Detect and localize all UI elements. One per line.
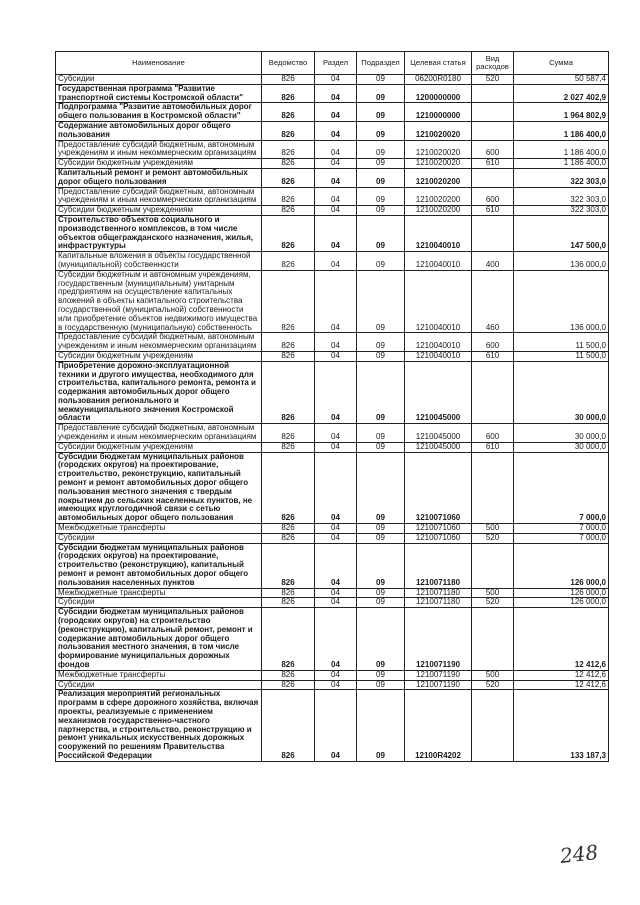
row-subsection: 09 xyxy=(357,351,405,361)
table-row xyxy=(56,140,609,159)
row-exp-type xyxy=(472,543,514,588)
table-row xyxy=(56,670,609,680)
table-row xyxy=(56,215,609,251)
row-exp-type xyxy=(472,215,514,251)
table-row xyxy=(56,121,609,140)
row-name: Межбюджетные трансферты xyxy=(56,670,262,680)
row-exp-type xyxy=(472,361,514,424)
table-row xyxy=(56,442,609,452)
table-row xyxy=(56,75,609,85)
row-section: 04 xyxy=(315,670,357,680)
row-exp-type: 400 xyxy=(472,252,514,271)
row-section: 04 xyxy=(315,103,357,122)
row-name: Предоставление субсидий бюджетным, автономным учреждениям и иным некоммерческим организациям xyxy=(56,140,262,159)
row-name: Капитальный ремонт и ремонт автомобильных дорог общего пользования xyxy=(56,168,262,187)
row-subsection: 09 xyxy=(357,452,405,523)
row-exp-type: 610 xyxy=(472,351,514,361)
row-section: 04 xyxy=(315,270,357,333)
table-row xyxy=(56,351,609,361)
table-row xyxy=(56,159,609,169)
row-subsection: 09 xyxy=(357,608,405,671)
row-target: 1210020200 xyxy=(405,187,472,206)
row-exp-type xyxy=(472,103,514,122)
row-name: Субсидии бюджетным учреждениям xyxy=(56,442,262,452)
row-name: Субсидии бюджетам муниципальных районов (городских округов) на проектирование, строительство (реконструкцию), капитальный ремонт и ремонт автомобильных дорог общего пользования населенных пунктов xyxy=(56,543,262,588)
row-sum: 136 000,0 xyxy=(514,270,609,333)
row-target: 06200R0180 xyxy=(405,75,472,85)
row-target: 1210020020 xyxy=(405,159,472,169)
row-exp-type: 500 xyxy=(472,588,514,598)
row-sum: 322 303,0 xyxy=(514,206,609,216)
row-section: 04 xyxy=(315,524,357,534)
row-section: 04 xyxy=(315,252,357,271)
row-dept: 826 xyxy=(262,588,315,598)
row-exp-type: 500 xyxy=(472,670,514,680)
row-exp-type xyxy=(472,690,514,761)
row-target: 1210040010 xyxy=(405,215,472,251)
header-target: Целевая статья xyxy=(405,52,472,75)
row-target: 1210071190 xyxy=(405,608,472,671)
row-exp-type: 460 xyxy=(472,270,514,333)
row-name: Субсидии бюджетным и автономным учреждениям, государственным (муниципальным) унитарным предприятиям на осуществление капитальных вложений в объекты капитального строительства государственной (муниципальной) собственности или приобретение объектов недвижимого имущества в государственную (муниципальную) собственность xyxy=(56,270,262,333)
table-row xyxy=(56,543,609,588)
row-target: 1210071180 xyxy=(405,543,472,588)
table-row xyxy=(56,424,609,443)
row-subsection: 09 xyxy=(357,168,405,187)
row-sum: 30 000,0 xyxy=(514,424,609,443)
row-target: 1200000000 xyxy=(405,84,472,103)
row-sum: 126 000,0 xyxy=(514,588,609,598)
row-subsection: 09 xyxy=(357,187,405,206)
row-exp-type: 600 xyxy=(472,187,514,206)
row-subsection: 09 xyxy=(357,680,405,690)
table-row xyxy=(56,690,609,761)
row-dept: 826 xyxy=(262,252,315,271)
row-section: 04 xyxy=(315,75,357,85)
row-section: 04 xyxy=(315,452,357,523)
row-subsection: 09 xyxy=(357,159,405,169)
row-section: 04 xyxy=(315,351,357,361)
row-target: 1210045000 xyxy=(405,361,472,424)
row-target: 1210040010 xyxy=(405,333,472,352)
table-row xyxy=(56,270,609,333)
row-section: 04 xyxy=(315,608,357,671)
row-dept: 826 xyxy=(262,75,315,85)
row-target: 1210045000 xyxy=(405,424,472,443)
row-sum: 136 000,0 xyxy=(514,252,609,271)
row-dept: 826 xyxy=(262,598,315,608)
row-sum: 12 412,6 xyxy=(514,670,609,680)
row-name: Предоставление субсидий бюджетным, автономным учреждениям и иным некоммерческим организациям xyxy=(56,333,262,352)
row-target: 1210071060 xyxy=(405,533,472,543)
row-dept: 826 xyxy=(262,608,315,671)
row-exp-type: 520 xyxy=(472,533,514,543)
row-name: Строительство объектов социального и производственного комплексов, в том числе объектов общегражданского назначения, жилья, инфраструктуры xyxy=(56,215,262,251)
row-section: 04 xyxy=(315,140,357,159)
row-subsection: 09 xyxy=(357,598,405,608)
row-exp-type: 520 xyxy=(472,598,514,608)
row-name: Капитальные вложения в объекты государственной (муниципальной) собственности xyxy=(56,252,262,271)
row-sum: 11 500,0 xyxy=(514,351,609,361)
row-dept: 826 xyxy=(262,361,315,424)
row-subsection: 09 xyxy=(357,252,405,271)
row-dept: 826 xyxy=(262,103,315,122)
table-row xyxy=(56,533,609,543)
row-exp-type xyxy=(472,452,514,523)
row-subsection: 09 xyxy=(357,533,405,543)
row-dept: 826 xyxy=(262,533,315,543)
row-name: Межбюджетные трансферты xyxy=(56,588,262,598)
row-name: Подпрограмма "Развитие автомобильных дорог общего пользования в Костромской области" xyxy=(56,103,262,122)
row-section: 04 xyxy=(315,168,357,187)
table-row xyxy=(56,84,609,103)
row-dept: 826 xyxy=(262,452,315,523)
row-sum: 11 500,0 xyxy=(514,333,609,352)
row-target: 1210040010 xyxy=(405,270,472,333)
row-sum: 322 303,0 xyxy=(514,168,609,187)
table-row xyxy=(56,608,609,671)
row-sum: 147 500,0 xyxy=(514,215,609,251)
row-exp-type: 500 xyxy=(472,524,514,534)
row-name: Субсидии xyxy=(56,533,262,543)
table-header-row xyxy=(56,52,609,75)
row-subsection: 09 xyxy=(357,333,405,352)
row-dept: 826 xyxy=(262,351,315,361)
row-target: 1210000000 xyxy=(405,103,472,122)
table-row xyxy=(56,168,609,187)
row-name: Приобретение дорожно-эксплуатационной техники и другого имущества, необходимого для строительства, капитального ремонта, ремонта и содержания автомобильных дорог общего пользования регионального и межмуниципального значения Костромской области xyxy=(56,361,262,424)
row-sum: 1 186 400,0 xyxy=(514,140,609,159)
row-target: 1210040010 xyxy=(405,351,472,361)
row-name: Предоставление субсидий бюджетным, автономным учреждениям и иным некоммерческим организациям xyxy=(56,424,262,443)
row-section: 04 xyxy=(315,121,357,140)
row-subsection: 09 xyxy=(357,215,405,251)
row-sum: 7 000,0 xyxy=(514,452,609,523)
row-exp-type xyxy=(472,121,514,140)
row-section: 04 xyxy=(315,690,357,761)
row-sum: 126 000,0 xyxy=(514,598,609,608)
row-exp-type xyxy=(472,168,514,187)
row-dept: 826 xyxy=(262,215,315,251)
row-sum: 133 187,3 xyxy=(514,690,609,761)
row-section: 04 xyxy=(315,598,357,608)
row-subsection: 09 xyxy=(357,121,405,140)
row-name: Субсидии бюджетным учреждениям xyxy=(56,351,262,361)
row-sum: 7 000,0 xyxy=(514,524,609,534)
row-dept: 826 xyxy=(262,690,315,761)
table-row xyxy=(56,187,609,206)
row-sum: 7 000,0 xyxy=(514,533,609,543)
row-dept: 826 xyxy=(262,442,315,452)
row-exp-type: 520 xyxy=(472,680,514,690)
header-exp-type: Вид расходов xyxy=(472,52,514,75)
row-exp-type: 600 xyxy=(472,333,514,352)
row-section: 04 xyxy=(315,442,357,452)
row-name: Реализация мероприятий региональных программ в сфере дорожного хозяйства, включая проекты, реализуемые с применением механизмов государственно-частного партнерства, и строительство, реконструкцию и ремонт уникальных искусственных дорожных сооружений по решениям Правительства Российской Федерации xyxy=(56,690,262,761)
row-target: 1210020020 xyxy=(405,140,472,159)
row-section: 04 xyxy=(315,588,357,598)
table-row xyxy=(56,252,609,271)
row-dept: 826 xyxy=(262,187,315,206)
row-sum: 12 412,6 xyxy=(514,680,609,690)
row-dept: 826 xyxy=(262,84,315,103)
row-subsection: 09 xyxy=(357,140,405,159)
row-subsection: 09 xyxy=(357,206,405,216)
row-dept: 826 xyxy=(262,543,315,588)
row-sum: 2 027 402,9 xyxy=(514,84,609,103)
header-subsection: Подраздел xyxy=(357,52,405,75)
row-name: Межбюджетные трансферты xyxy=(56,524,262,534)
row-section: 04 xyxy=(315,533,357,543)
row-section: 04 xyxy=(315,333,357,352)
row-target: 1210071190 xyxy=(405,670,472,680)
header-dept: Ведомство xyxy=(262,52,315,75)
table-body xyxy=(56,75,609,762)
table-row xyxy=(56,361,609,424)
row-sum: 1 964 802,9 xyxy=(514,103,609,122)
row-section: 04 xyxy=(315,159,357,169)
table-row xyxy=(56,333,609,352)
row-section: 04 xyxy=(315,84,357,103)
row-dept: 826 xyxy=(262,670,315,680)
row-name: Субсидии бюджетам муниципальных районов (городских округов) на строительство (реконструкцию), капитальный ремонт, ремонт и содержание автомобильных дорог общего пользования местного значения, в том числе формирование муниципальных дорожных фондов xyxy=(56,608,262,671)
row-name: Субсидии бюджетам муниципальных районов (городских округов) на проектирование, строительство, реконструкцию, капитальный ремонт и ремонт автомобильных дорог общего пользования местного значения с твердым покрытием до сельских населенных пунктов, не имеющих круглогодичной связи с сетью автомобильных дорог общего пользования xyxy=(56,452,262,523)
row-sum: 1 186 400,0 xyxy=(514,121,609,140)
row-sum: 12 412,6 xyxy=(514,608,609,671)
row-subsection: 09 xyxy=(357,670,405,680)
row-dept: 826 xyxy=(262,168,315,187)
row-target: 1210020020 xyxy=(405,121,472,140)
row-sum: 322 303,0 xyxy=(514,187,609,206)
row-sum: 1 186 400,0 xyxy=(514,159,609,169)
row-subsection: 09 xyxy=(357,690,405,761)
row-subsection: 09 xyxy=(357,424,405,443)
row-target: 1210020200 xyxy=(405,168,472,187)
row-target: 1210040010 xyxy=(405,252,472,271)
row-sum: 30 000,0 xyxy=(514,361,609,424)
row-dept: 826 xyxy=(262,333,315,352)
row-dept: 826 xyxy=(262,121,315,140)
row-target: 1210020200 xyxy=(405,206,472,216)
row-dept: 826 xyxy=(262,524,315,534)
row-sum: 126 000,0 xyxy=(514,543,609,588)
row-dept: 826 xyxy=(262,206,315,216)
row-name: Субсидии бюджетным учреждениям xyxy=(56,206,262,216)
row-subsection: 09 xyxy=(357,543,405,588)
row-subsection: 09 xyxy=(357,270,405,333)
row-section: 04 xyxy=(315,424,357,443)
row-section: 04 xyxy=(315,206,357,216)
row-exp-type xyxy=(472,84,514,103)
row-name: Субсидии xyxy=(56,598,262,608)
row-sum: 30 000,0 xyxy=(514,442,609,452)
row-target: 1210071180 xyxy=(405,598,472,608)
header-name: Наименование xyxy=(56,52,262,75)
row-name: Содержание автомобильных дорог общего пользования xyxy=(56,121,262,140)
row-section: 04 xyxy=(315,215,357,251)
row-exp-type xyxy=(472,608,514,671)
row-section: 04 xyxy=(315,543,357,588)
row-exp-type: 610 xyxy=(472,442,514,452)
row-exp-type: 600 xyxy=(472,140,514,159)
header-section: Раздел xyxy=(315,52,357,75)
row-name: Субсидии xyxy=(56,680,262,690)
header-sum: Сумма xyxy=(514,52,609,75)
table-row xyxy=(56,452,609,523)
row-dept: 826 xyxy=(262,680,315,690)
row-name: Государственная программа "Развитие транспортной системы Костромской области" xyxy=(56,84,262,103)
row-target: 1210071060 xyxy=(405,452,472,523)
row-subsection: 09 xyxy=(357,84,405,103)
row-exp-type: 610 xyxy=(472,206,514,216)
row-dept: 826 xyxy=(262,270,315,333)
row-subsection: 09 xyxy=(357,524,405,534)
row-subsection: 09 xyxy=(357,75,405,85)
table-row xyxy=(56,524,609,534)
row-sum: 50 587,4 xyxy=(514,75,609,85)
row-dept: 826 xyxy=(262,159,315,169)
row-target: 1210071190 xyxy=(405,680,472,690)
row-name: Субсидии xyxy=(56,75,262,85)
row-target: 1210045000 xyxy=(405,442,472,452)
row-exp-type: 610 xyxy=(472,159,514,169)
row-name: Субсидии бюджетным учреждениям xyxy=(56,159,262,169)
row-exp-type: 520 xyxy=(472,75,514,85)
row-name: Предоставление субсидий бюджетным, автономным учреждениям и иным некоммерческим организациям xyxy=(56,187,262,206)
table-row xyxy=(56,206,609,216)
page-number: 248 xyxy=(558,840,600,868)
row-section: 04 xyxy=(315,187,357,206)
row-subsection: 09 xyxy=(357,442,405,452)
budget-table xyxy=(55,51,609,762)
row-section: 04 xyxy=(315,680,357,690)
row-dept: 826 xyxy=(262,140,315,159)
row-subsection: 09 xyxy=(357,361,405,424)
row-target: 1210071060 xyxy=(405,524,472,534)
table-row xyxy=(56,103,609,122)
row-section: 04 xyxy=(315,361,357,424)
row-target: 12100R4202 xyxy=(405,690,472,761)
row-target: 1210071180 xyxy=(405,588,472,598)
row-dept: 826 xyxy=(262,424,315,443)
row-exp-type: 600 xyxy=(472,424,514,443)
row-subsection: 09 xyxy=(357,588,405,598)
row-subsection: 09 xyxy=(357,103,405,122)
